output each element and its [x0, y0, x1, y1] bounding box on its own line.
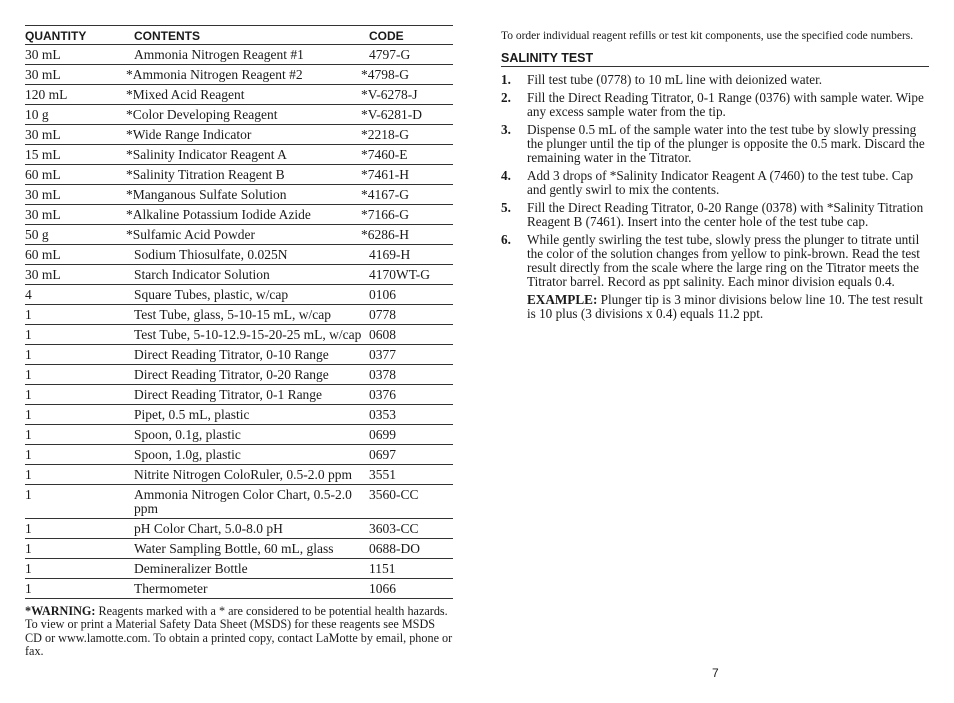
cell-code: *7461-H: [369, 165, 453, 185]
table-row: [25, 365, 453, 385]
cell-code: 0697: [369, 445, 453, 465]
order-note: To order individual reagent refills or test kit components, use the specified code numbers.: [501, 30, 914, 42]
cell-quantity: 10 g: [25, 105, 125, 125]
salinity-step: [501, 201, 929, 229]
cell-contents: Spoon, 1.0g, plastic: [125, 445, 369, 465]
salinity-steps-list: [501, 73, 929, 321]
cell-code: 0353: [369, 405, 453, 425]
cell-contents: *Sulfamic Acid Powder: [125, 225, 369, 245]
cell-quantity: 1: [25, 385, 125, 405]
kit-contents-table: [25, 25, 453, 599]
table-row: [25, 245, 453, 265]
cell-code: *2218-G: [369, 125, 453, 145]
table-row: [25, 185, 453, 205]
cell-contents: Sodium Thiosulfate, 0.025N: [125, 245, 369, 265]
cell-contents: Test Tube, 5-10-12.9-15-20-25 mL, w/cap: [125, 325, 369, 345]
cell-quantity: 60 mL: [25, 245, 125, 265]
cell-quantity: 120 mL: [25, 85, 125, 105]
cell-code: *V-6281-D: [369, 105, 453, 125]
cell-quantity: 30 mL: [25, 185, 125, 205]
cell-code: *7460-E: [369, 145, 453, 165]
salinity-test-heading: SALINITY TEST: [501, 51, 929, 67]
table-row: [25, 105, 453, 125]
cell-quantity: 1: [25, 539, 125, 559]
cell-code: 0376: [369, 385, 453, 405]
cell-quantity: 30 mL: [25, 65, 125, 85]
cell-quantity: 30 mL: [25, 205, 125, 225]
cell-quantity: 50 g: [25, 225, 125, 245]
cell-code: *V-6278-J: [369, 85, 453, 105]
cell-quantity: 1: [25, 325, 125, 345]
table-row: [25, 579, 453, 599]
table-row: [25, 465, 453, 485]
cell-code: 3560-CC: [369, 485, 453, 519]
cell-quantity: 4: [25, 285, 125, 305]
table-row: [25, 559, 453, 579]
table-row: [25, 385, 453, 405]
cell-code: 0377: [369, 345, 453, 365]
cell-code: 1066: [369, 579, 453, 599]
cell-quantity: 1: [25, 345, 125, 365]
step-number: 3.: [501, 121, 511, 137]
cell-contents: Square Tubes, plastic, w/cap: [125, 285, 369, 305]
table-row: [25, 305, 453, 325]
cell-code: 0688-DO: [369, 539, 453, 559]
left-column: [25, 25, 453, 658]
step-text: Dispense 0.5 mL of the sample water into the test tube by slowly pressing the plunger until the tip of the plunger is opposite the 0.5 mark. Discard the remaining water in the Titrator.: [527, 121, 925, 165]
cell-contents: Ammonia Nitrogen Color Chart, 0.5-2.0 ppm: [125, 485, 369, 519]
cell-quantity: 30 mL: [25, 265, 125, 285]
table-row: [25, 125, 453, 145]
cell-code: *4798-G: [369, 65, 453, 85]
cell-code: 0699: [369, 425, 453, 445]
cell-code: *7166-G: [369, 205, 453, 225]
cell-contents: Direct Reading Titrator, 0-1 Range: [125, 385, 369, 405]
cell-contents: *Salinity Indicator Reagent A: [125, 145, 369, 165]
step-number: 4.: [501, 167, 511, 183]
cell-code: 0106: [369, 285, 453, 305]
step-text: Fill the Direct Reading Titrator, 0-20 Range (0378) with *Salinity Titration Reagent B (7461). Insert into the center hole of the test tube cap.: [527, 199, 924, 229]
cell-code: 4797-G: [369, 45, 453, 65]
step-number: 2.: [501, 89, 511, 105]
cell-contents: Demineralizer Bottle: [125, 559, 369, 579]
table-header-row: [25, 26, 453, 45]
cell-quantity: 1: [25, 305, 125, 325]
cell-contents: *Manganous Sulfate Solution: [125, 185, 369, 205]
cell-contents: *Ammonia Nitrogen Reagent #2: [125, 65, 369, 85]
cell-code: 0378: [369, 365, 453, 385]
table-row: [25, 45, 453, 65]
cell-quantity: 1: [25, 365, 125, 385]
cell-contents: *Salinity Titration Reagent B: [125, 165, 369, 185]
table-row: [25, 225, 453, 245]
cell-contents: Thermometer: [125, 579, 369, 599]
example-note: [527, 293, 929, 321]
step-text: Add 3 drops of *Salinity Indicator Reagent A (7460) to the test tube. Cap and gently swirl to mix the contents.: [527, 167, 914, 197]
step-number: 1.: [501, 71, 511, 87]
cell-code: 4169-H: [369, 245, 453, 265]
cell-contents: pH Color Chart, 5.0-8.0 pH: [125, 519, 369, 539]
cell-contents: *Mixed Acid Reagent: [125, 85, 369, 105]
hazard-warning: [25, 605, 453, 658]
cell-code: 0778: [369, 305, 453, 325]
cell-quantity: 15 mL: [25, 145, 125, 165]
step-text: While gently swirling the test tube, slowly press the plunger to titrate until the color of the solution changes from yellow to pink-brown. Read the test result directly from the scale where the large ring on the Titrator meets the Titrator barrel. Record as ppt salinity. Each minor division equals 0.4.: [527, 231, 920, 289]
cell-contents: *Color Developing Reagent: [125, 105, 369, 125]
table-row: [25, 445, 453, 465]
cell-contents: *Wide Range Indicator: [125, 125, 369, 145]
example-label: EXAMPLE:: [527, 291, 598, 307]
cell-quantity: 30 mL: [25, 45, 125, 65]
cell-quantity: 1: [25, 465, 125, 485]
table-row: [25, 265, 453, 285]
table-row: [25, 539, 453, 559]
cell-quantity: 30 mL: [25, 125, 125, 145]
table-row: [25, 65, 453, 85]
warning-label: *WARNING:: [25, 604, 96, 618]
cell-code: 4170WT-G: [369, 265, 453, 285]
step-text: Fill the Direct Reading Titrator, 0-1 Range (0376) with sample water. Wipe any excess sample water from the tip.: [527, 89, 924, 119]
salinity-step: [501, 233, 929, 321]
cell-code: 1151: [369, 559, 453, 579]
cell-quantity: 1: [25, 579, 125, 599]
cell-contents: Test Tube, glass, 5-10-15 mL, w/cap: [125, 305, 369, 325]
salinity-step: [501, 73, 929, 87]
header-contents: CONTENTS: [125, 26, 369, 45]
cell-contents: Starch Indicator Solution: [125, 265, 369, 285]
table-row: [25, 485, 453, 519]
table-row: [25, 205, 453, 225]
cell-quantity: 1: [25, 445, 125, 465]
cell-contents: Nitrite Nitrogen ColoRuler, 0.5-2.0 ppm: [125, 465, 369, 485]
cell-contents: Direct Reading Titrator, 0-20 Range: [125, 365, 369, 385]
cell-code: 3551: [369, 465, 453, 485]
cell-contents: Ammonia Nitrogen Reagent #1: [125, 45, 369, 65]
cell-quantity: 60 mL: [25, 165, 125, 185]
page-number: 7: [712, 666, 719, 680]
header-quantity: QUANTITY: [25, 26, 125, 45]
table-row: [25, 405, 453, 425]
warning-text: Reagents marked with a * are considered to be potential health hazards. To view or print a Material Safety Data Sheet (MSDS) for these reagents see MSDS CD or www.lamotte.com. To obtain a printed copy, contact LaMotte by email, phone or fax.: [25, 604, 453, 658]
cell-contents: Water Sampling Bottle, 60 mL, glass: [125, 539, 369, 559]
table-row: [25, 85, 453, 105]
cell-quantity: 1: [25, 559, 125, 579]
salinity-step: [501, 169, 929, 197]
table-row: [25, 325, 453, 345]
cell-contents: Pipet, 0.5 mL, plastic: [125, 405, 369, 425]
cell-quantity: 1: [25, 485, 125, 519]
cell-quantity: 1: [25, 425, 125, 445]
step-number: 5.: [501, 199, 511, 215]
cell-code: 0608: [369, 325, 453, 345]
header-code: CODE: [369, 26, 453, 45]
table-row: [25, 425, 453, 445]
cell-quantity: 1: [25, 405, 125, 425]
step-text: Fill test tube (0778) to 10 mL line with deionized water.: [527, 71, 823, 87]
cell-code: *4167-G: [369, 185, 453, 205]
cell-code: 3603-CC: [369, 519, 453, 539]
right-column: [501, 30, 929, 325]
table-row: [25, 519, 453, 539]
example-text: Plunger tip is 3 minor divisions below line 10. The test result is 10 plus (3 divisions x 0.4) equals 11.2 ppt.: [527, 291, 923, 321]
cell-contents: Spoon, 0.1g, plastic: [125, 425, 369, 445]
table-row: [25, 165, 453, 185]
salinity-step: [501, 123, 929, 165]
cell-contents: Direct Reading Titrator, 0-10 Range: [125, 345, 369, 365]
salinity-step: [501, 91, 929, 119]
table-row: [25, 145, 453, 165]
table-row: [25, 345, 453, 365]
cell-code: *6286-H: [369, 225, 453, 245]
cell-quantity: 1: [25, 519, 125, 539]
table-row: [25, 285, 453, 305]
cell-contents: *Alkaline Potassium Iodide Azide: [125, 205, 369, 225]
step-number: 6.: [501, 231, 511, 247]
